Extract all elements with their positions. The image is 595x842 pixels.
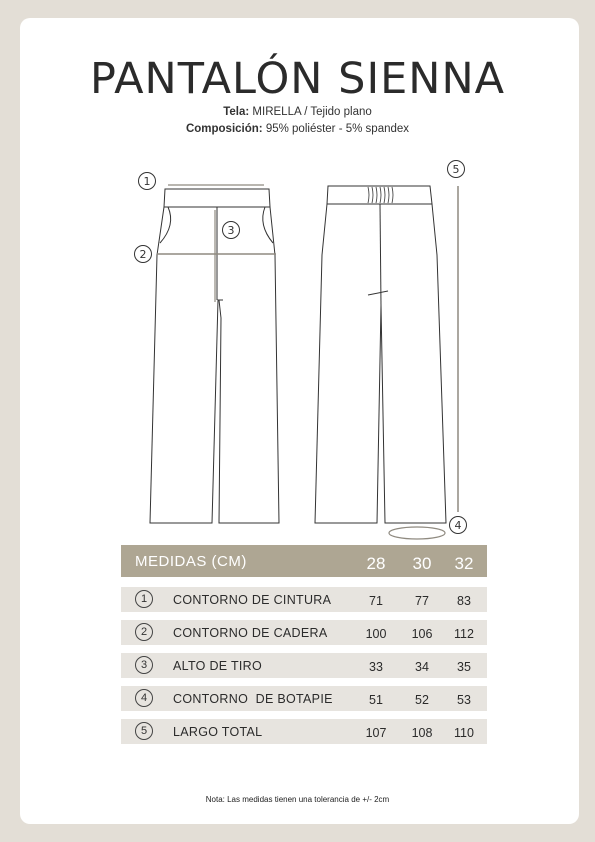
row-value: 35 bbox=[457, 660, 471, 674]
row-value: 71 bbox=[369, 594, 383, 608]
front-waistband bbox=[164, 189, 270, 207]
table-row bbox=[121, 620, 487, 645]
row-value: 34 bbox=[415, 660, 429, 674]
hem-measure-ellipse bbox=[389, 527, 445, 539]
marker-4 bbox=[450, 517, 467, 534]
fabric-value: MIRELLA / Tejido plano bbox=[252, 106, 372, 118]
row-index-badge: 1 bbox=[135, 590, 153, 608]
marker-2 bbox=[135, 246, 152, 263]
row-value: 52 bbox=[415, 693, 429, 707]
row-value: 106 bbox=[411, 627, 433, 641]
row-value: 83 bbox=[457, 594, 471, 608]
back-waistband bbox=[327, 186, 432, 204]
row-label: ALTO DE TIRO bbox=[173, 659, 263, 673]
row-value: 77 bbox=[415, 594, 429, 608]
composition-label: Composición: bbox=[185, 123, 263, 135]
size-column-30: 30 bbox=[412, 554, 432, 573]
row-label: CONTORNO DE BOTAPIE bbox=[173, 692, 333, 706]
pants-front-view bbox=[150, 185, 279, 523]
row-value: 33 bbox=[369, 660, 383, 674]
table-header-label: MEDIDAS (CM) bbox=[135, 553, 247, 570]
row-index-badge: 2 bbox=[135, 623, 153, 641]
back-crotch-mark bbox=[368, 291, 388, 295]
row-value: 51 bbox=[369, 693, 383, 707]
row-label: CONTORNO DE CADERA bbox=[173, 626, 328, 640]
size-column-32: 32 bbox=[454, 554, 474, 573]
row-index-badge: 3 bbox=[135, 656, 153, 674]
fabric-label: Tela: bbox=[223, 106, 250, 118]
pants-back-view bbox=[315, 186, 458, 539]
row-value: 110 bbox=[454, 726, 474, 740]
row-value: 107 bbox=[365, 726, 387, 740]
tolerance-note: Nota: Las medidas tienen una tolerancia de +/- 2cm bbox=[205, 795, 390, 804]
marker-2-label: 2 bbox=[139, 248, 147, 261]
marker-1 bbox=[139, 173, 156, 190]
page-title: PANTALÓN SIENNA bbox=[89, 54, 506, 104]
table-header bbox=[121, 545, 487, 577]
marker-1-label: 1 bbox=[143, 175, 151, 188]
table-row bbox=[121, 686, 487, 711]
row-value: 100 bbox=[365, 627, 387, 641]
composition-value: 95% poliéster - 5% spandex bbox=[265, 123, 410, 135]
row-index-badge: 4 bbox=[135, 689, 153, 707]
back-elastic-gathers bbox=[368, 187, 393, 203]
row-label: CONTORNO DE CINTURA bbox=[173, 593, 332, 607]
row-value: 53 bbox=[457, 693, 471, 707]
marker-5-label: 5 bbox=[452, 163, 460, 176]
size-column-28: 28 bbox=[366, 554, 386, 573]
back-center-seam bbox=[380, 204, 381, 305]
table-row bbox=[121, 587, 487, 612]
marker-4-label: 4 bbox=[454, 519, 462, 532]
table-row bbox=[121, 719, 487, 744]
marker-3 bbox=[223, 222, 240, 239]
table-row bbox=[121, 653, 487, 678]
row-label: LARGO TOTAL bbox=[173, 725, 263, 739]
marker-5 bbox=[448, 161, 465, 178]
row-value: 108 bbox=[411, 726, 433, 740]
row-value: 112 bbox=[454, 627, 474, 641]
marker-3-label: 3 bbox=[227, 224, 235, 237]
row-index-badge: 5 bbox=[135, 722, 153, 740]
